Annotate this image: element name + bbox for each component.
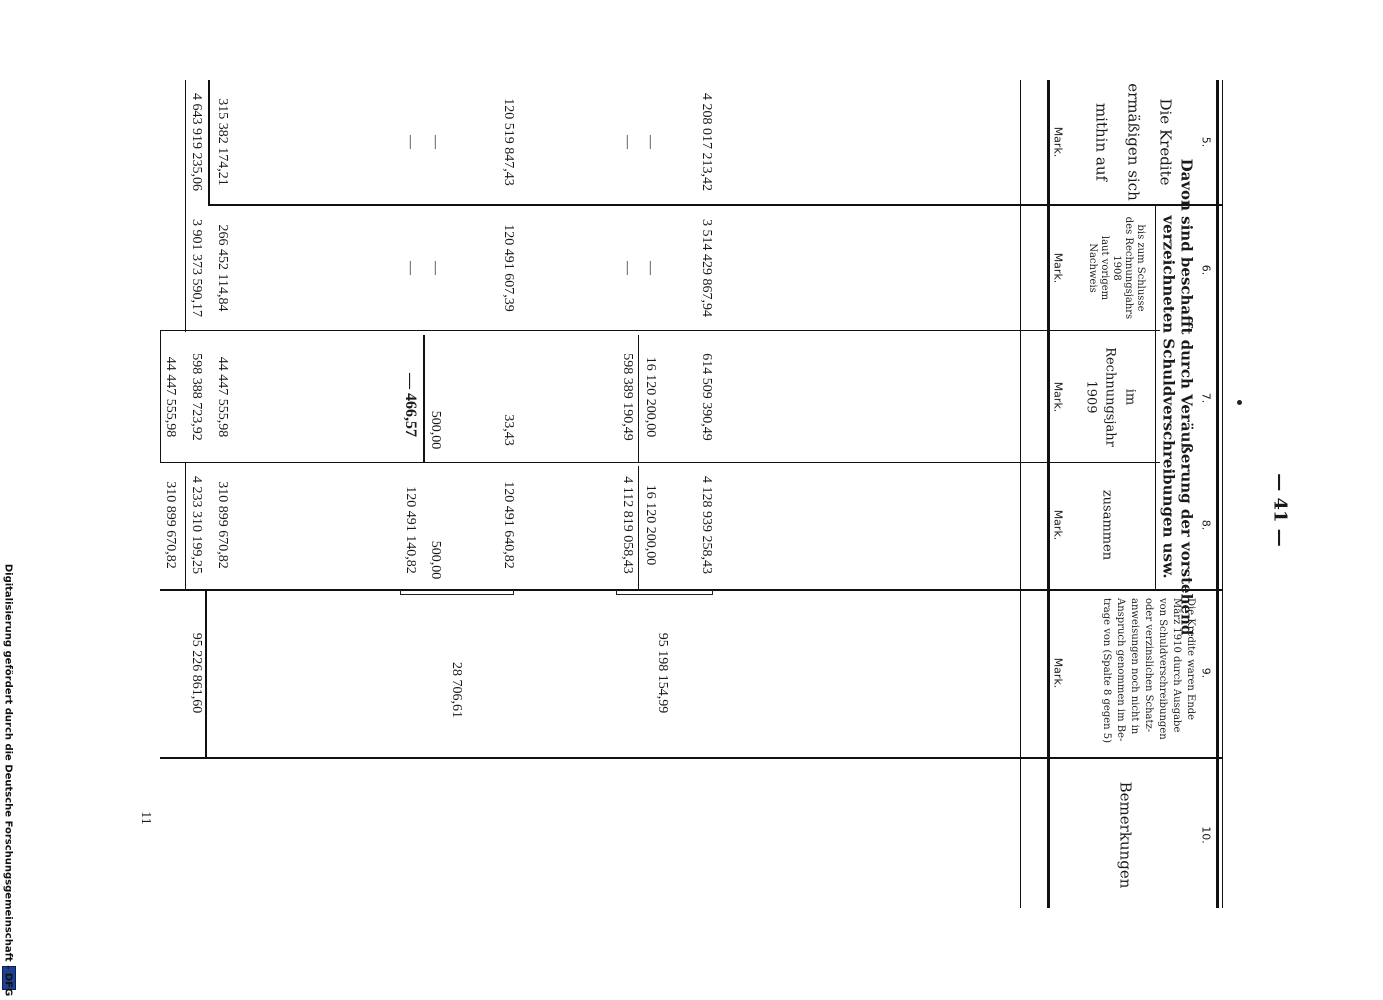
sum-c6-b: 3 901 373 590,17 — [189, 219, 204, 317]
col9-line7: trage von (Spalte 8 gegen 5) — [1101, 598, 1112, 744]
sum-line-c9 — [205, 589, 207, 759]
col7-line3: 1909 — [1083, 380, 1099, 414]
col6-line1: bis zum Schlusse — [1135, 224, 1146, 312]
r3-c6: 120 491 607,39 — [501, 224, 516, 312]
col6-unit: Mark. — [1051, 252, 1065, 284]
brace-r1-r2 — [616, 590, 713, 595]
col9-line6: Anspruch genommen im Be- — [1115, 598, 1126, 742]
col8-line1: zusammen — [1099, 489, 1115, 561]
group-header-line2: verzeichneten Schuldverschreibungen usw. — [1159, 215, 1178, 579]
sum-c7-a: 44 447 555,98 — [215, 356, 230, 438]
sum-line-c5 — [208, 80, 210, 206]
sum-line-c6 — [185, 204, 186, 332]
r2-total-c8: 4 112 819 058,43 — [620, 476, 635, 574]
col-sep-6-7 — [160, 330, 1160, 331]
r4-c5-dash-b: — — [403, 135, 418, 149]
r3-c5: 120 519 847,43 — [501, 98, 516, 186]
r3-r4-c9: 28 706,61 — [449, 662, 464, 718]
sum-c7-c: 44 447 555,98 — [163, 356, 178, 438]
r1-c5: 4 208 017 213,42 — [699, 93, 714, 191]
col-sep-7-8 — [160, 462, 1160, 463]
sum-line-c5b — [185, 80, 186, 206]
sum-c5-b: 4 643 919 235,06 — [189, 93, 204, 191]
r1-r2-c9: 95 198 154,99 — [655, 632, 670, 714]
sum-c8-c: 310 899 670,82 — [163, 481, 178, 569]
r2-c5-dash: — — [643, 135, 658, 149]
r4-underline — [423, 335, 425, 462]
sum-line-c8 — [185, 462, 186, 590]
dot-mark — [1237, 400, 1242, 405]
brace-r3-r4 — [400, 590, 514, 595]
sum-c8-a: 310 899 670,82 — [215, 481, 230, 569]
r4-negative: — 466,57 — [402, 373, 419, 437]
col5-line2: ermäßigen sich — [1124, 83, 1143, 201]
col6-number: 6. — [1199, 264, 1213, 276]
r2-c6-dash: — — [643, 261, 658, 275]
footer-text: Digitalisierung gefördert durch die Deutsche Forschungsgemeinschaft - DFG — [2, 563, 14, 997]
col8-number: 8. — [1199, 519, 1213, 531]
r1-c7: 614 509 390,49 — [699, 353, 714, 441]
col8-unit: Mark. — [1051, 509, 1065, 541]
col9-unit: Mark. — [1051, 657, 1065, 689]
col5-number: 5. — [1199, 136, 1213, 148]
col6-line5: Nachweis — [1087, 243, 1098, 293]
group-header-line1: Davon sind beschafft durch Veräußerung der vorstehend — [1177, 158, 1196, 636]
col5-unit: Mark. — [1051, 126, 1065, 158]
col5-line1: Die Kredite — [1156, 98, 1175, 186]
sum-c6-a: 266 452 114,84 — [215, 224, 230, 312]
r1-c6: 3 514 429 867,94 — [699, 219, 714, 317]
col-sep-5-6 — [208, 204, 1222, 206]
col9-line5: anweisungen noch nicht in — [1129, 598, 1140, 735]
r4-c6-dash: — — [428, 261, 443, 275]
col6-line3: 1908 — [1111, 255, 1122, 281]
r2-total-c7: 598 389 190,49 — [620, 353, 635, 441]
col6-line2: des Rechnungsjahrs — [1123, 216, 1134, 320]
r3-c8: 120 491 640,82 — [501, 481, 516, 569]
col7-unit: Mark. — [1051, 381, 1065, 413]
r4-c7: 500,00 — [428, 410, 443, 450]
r2-c7: 16 120 200,00 — [643, 356, 658, 438]
r2-c5-dash-b: — — [620, 135, 635, 149]
col9-number: 9. — [1199, 667, 1213, 679]
sheet-number: 11 — [138, 811, 153, 825]
col-sep-9-10 — [205, 757, 1222, 759]
col5-line3: mithin auf — [1092, 102, 1111, 182]
r2-c8: 16 120 200,00 — [643, 484, 658, 566]
col7-number: 7. — [1199, 392, 1213, 404]
r3-c7: 33,43 — [501, 414, 516, 446]
col10-number: 10. — [1199, 826, 1213, 844]
col9-line2: März 1910 durch Ausgabe — [1171, 598, 1182, 733]
group-sep — [1155, 206, 1156, 589]
sum-line-c7 — [160, 330, 161, 463]
col10-title: Bemerkungen — [1116, 781, 1135, 889]
r2-underline-c8 — [638, 466, 639, 591]
col7-line1: im — [1122, 388, 1138, 406]
sum-c5-a: 315 382 174,21 — [215, 98, 230, 186]
sum-c9: 95 226 861,60 — [189, 632, 204, 714]
col9-line4: oder verzinslichen Schatz- — [1143, 598, 1154, 733]
col6-line4: laut vorigem — [1099, 235, 1110, 301]
sum-c8-b: 4 233 310 199,25 — [189, 476, 204, 574]
r4-c5-dash: — — [428, 135, 443, 149]
r4-c6-dash-b: — — [403, 261, 418, 275]
r1-c8: 4 128 939 258,43 — [699, 476, 714, 574]
r2-c6-dash-b: — — [620, 261, 635, 275]
col9-line1: Die Kredite waren Ende — [1185, 598, 1196, 721]
page-number: — 41 — — [1269, 473, 1291, 547]
r2-underline — [638, 335, 639, 462]
r4-c8: 500,00 — [428, 540, 443, 580]
table-top-rule-thin — [1222, 80, 1223, 908]
col7-line2: Rechnungsjahr — [1102, 347, 1118, 447]
col9-line3: von Schuldverschreibungen — [1157, 598, 1168, 740]
r4-c8b: 120 491 140,82 — [403, 486, 418, 574]
sum-c7-b: 598 388 723,92 — [189, 353, 204, 441]
